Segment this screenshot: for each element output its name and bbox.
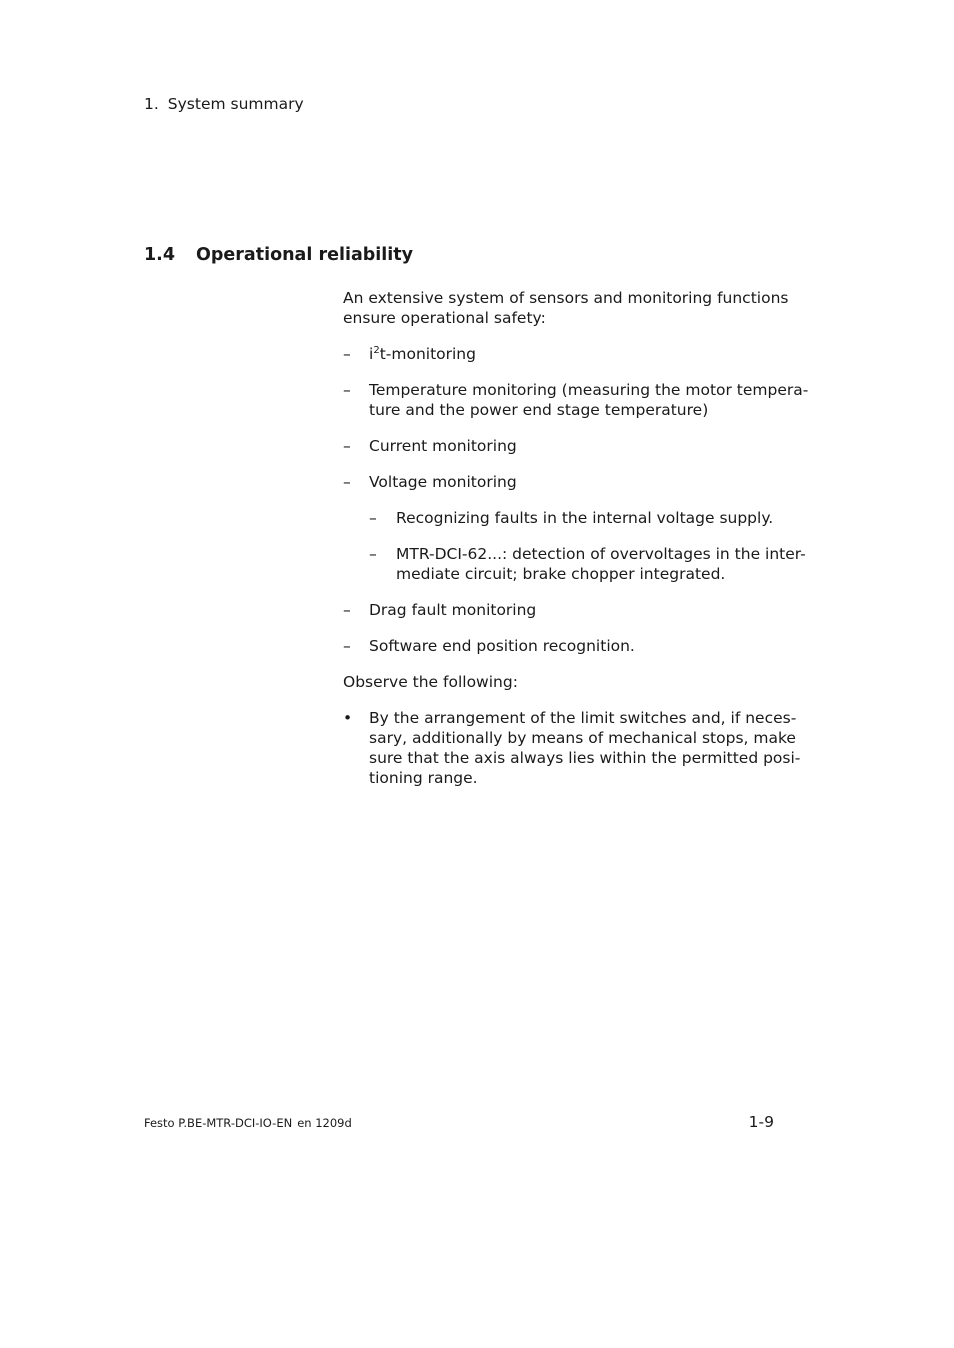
list-item-text: Temperature monitoring (measuring the motor tempera-	[369, 381, 809, 399]
dash-marker: –	[343, 381, 351, 399]
text-line: Observe the following:	[343, 673, 518, 691]
bullet-text: tioning range.	[369, 769, 478, 787]
section-title: Operational reliability	[196, 245, 414, 265]
running-header	[144, 94, 304, 114]
chapter-number: 1.	[144, 95, 159, 113]
bullet-item-limit-switches	[343, 708, 801, 788]
body-text	[343, 288, 809, 804]
intro-paragraph	[343, 288, 789, 328]
dash-marker: –	[369, 509, 377, 527]
superscript-two: 2	[373, 345, 380, 356]
list-item-i2t-monitoring	[343, 344, 783, 364]
dash-marker: –	[343, 601, 351, 619]
list-item-drag-fault	[343, 600, 783, 620]
list-item-voltage-monitoring	[343, 472, 783, 492]
section-heading	[144, 244, 413, 266]
list-item-text: MTR-DCI-62...: detection of overvoltages in the inter-	[396, 545, 806, 563]
list-item-software-end-position	[343, 636, 783, 656]
chapter-title: System summary	[167, 95, 304, 113]
bullet-marker: •	[343, 709, 353, 727]
list-item-text: Voltage monitoring	[369, 473, 517, 491]
list-item-current-monitoring	[343, 436, 783, 456]
dash-marker: –	[343, 473, 351, 491]
doc-id: Festo P.BE-MTR-DCI-IO-EN	[144, 1116, 293, 1130]
dash-marker: –	[343, 437, 351, 455]
text-line: An extensive system of sensors and monitoring functions	[343, 289, 789, 307]
list-item-text: mediate circuit; brake chopper integrated.	[396, 565, 726, 583]
section-number: 1.4	[144, 245, 176, 265]
page-number: 1-9	[748, 1113, 774, 1131]
bullet-text: sure that the axis always lies within the permitted posi-	[369, 749, 801, 767]
i2t-suffix: t-monitoring	[379, 345, 476, 363]
list-item-text: Recognizing faults in the internal voltage supply.	[396, 509, 774, 527]
list-item-text: Software end position recognition.	[369, 637, 635, 655]
list-item-text	[369, 344, 783, 364]
list-item-text: ture and the power end stage temperature)	[369, 401, 709, 419]
bullet-text: sary, additionally by means of mechanical stops, make	[369, 729, 796, 747]
list-item-text: Drag fault monitoring	[369, 601, 537, 619]
dash-marker: –	[343, 637, 351, 655]
list-item-text: Current monitoring	[369, 437, 517, 455]
observe-paragraph	[343, 672, 783, 692]
dash-marker: –	[369, 545, 377, 563]
sub-list-item-overvoltage	[343, 544, 806, 584]
lang-version: en 1209d	[297, 1116, 352, 1130]
i2t-prefix: i	[369, 345, 374, 363]
sub-list-item-internal-voltage	[343, 508, 783, 528]
dash-marker: –	[343, 345, 351, 363]
bullet-text: By the arrangement of the limit switches and, if neces-	[369, 709, 797, 727]
text-line: ensure operational safety:	[343, 309, 546, 327]
footer-doc-id	[144, 1116, 352, 1130]
list-item-temperature-monitoring	[343, 380, 809, 420]
